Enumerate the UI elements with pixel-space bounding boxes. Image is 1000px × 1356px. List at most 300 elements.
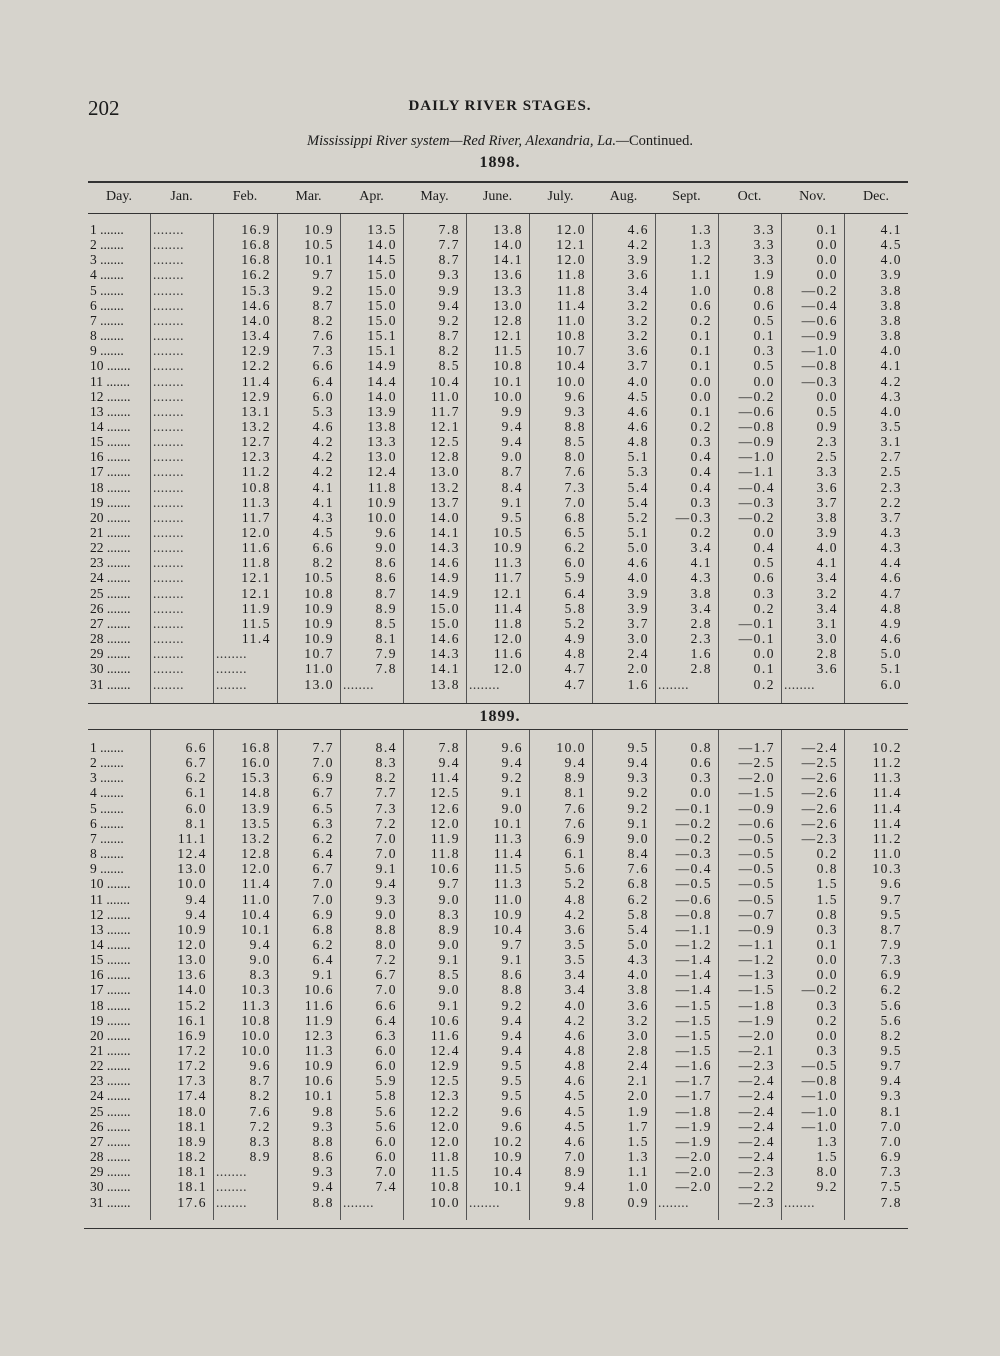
stage-cell-july: 10.7 (556, 343, 586, 359)
stage-cell-apr: 15.0 (367, 312, 397, 328)
stage-cell-sept: 0.1 (690, 403, 712, 419)
stage-cell-dec: 9.5 (880, 1043, 902, 1058)
day-cell: 29 ....... (90, 646, 131, 662)
col-header-jan: Jan. (170, 189, 193, 204)
stage-cell-aug: 4.6 (627, 403, 649, 419)
col-header-sept: Sept. (672, 189, 701, 204)
stage-cell-aug: 2.4 (627, 1058, 649, 1074)
stage-cell-june: 11.7 (493, 570, 523, 586)
stage-cell-jan: 6.1 (185, 785, 207, 801)
stage-cell-sept: —1.9 (675, 1118, 712, 1134)
stage-cell-mar: 9.1 (312, 967, 334, 983)
stage-cell-dec: 3.8 (880, 328, 902, 344)
stage-cell-feb: 12.2 (241, 358, 271, 374)
day-cell: 26 ....... (90, 600, 131, 616)
stage-cell-july: 8.0 (564, 449, 586, 465)
stage-cell-sept: —0.3 (675, 846, 712, 862)
day-cell: 18 ....... (90, 997, 131, 1013)
stage-cell-dec: 3.8 (880, 282, 902, 298)
stage-cell-feb: 13.1 (241, 403, 271, 419)
day-cell: 28 ....... (90, 631, 131, 647)
stage-cell-apr: 13.8 (367, 418, 397, 434)
stage-cell-july: 5.8 (564, 600, 586, 616)
stage-cell-sept: —1.4 (675, 967, 712, 983)
stage-cell-july: 9.4 (564, 755, 586, 771)
stage-cell-nov: 4.0 (816, 540, 838, 556)
stage-cell-aug: 3.9 (627, 252, 649, 268)
empty-cell-jan: ........ (153, 509, 184, 525)
stage-cell-sept: —0.1 (675, 800, 712, 816)
empty-cell-jan: ........ (153, 267, 184, 283)
stage-cell-sept: 3.8 (690, 585, 712, 601)
stage-cell-feb: 8.9 (249, 1149, 271, 1165)
stage-cell-june: 9.4 (501, 434, 523, 450)
stage-cell-dec: 4.0 (880, 403, 902, 419)
col-header-apr: Apr. (359, 189, 384, 204)
stage-cell-mar: 4.3 (312, 509, 334, 525)
stage-cell-june: 10.9 (493, 540, 523, 556)
stage-cell-feb: 16.8 (241, 252, 271, 268)
empty-cell-apr: ........ (343, 676, 374, 692)
stage-cell-oct: —0.9 (738, 921, 775, 937)
stage-cell-dec: 11.0 (872, 846, 902, 862)
stage-cell-mar: 8.7 (312, 297, 334, 313)
stage-cell-dec: 4.9 (880, 615, 902, 631)
stage-cell-may: 12.5 (430, 434, 460, 450)
empty-cell-nov: ........ (784, 676, 815, 692)
stage-cell-feb: 10.4 (241, 906, 271, 922)
stage-cell-mar: 4.2 (312, 434, 334, 450)
stage-cell-mar: 10.1 (304, 252, 334, 268)
stage-cell-nov: 1.5 (816, 876, 838, 892)
stage-cell-nov: 0.3 (816, 1043, 838, 1058)
column-divider (529, 730, 530, 1220)
day-cell: 31 ....... (90, 676, 131, 692)
stage-cell-sept: 0.4 (690, 464, 712, 480)
stage-cell-july: 4.8 (564, 891, 586, 907)
day-cell: 31 ....... (90, 1194, 131, 1210)
stage-cell-july: 7.6 (564, 464, 586, 480)
stage-cell-nov: —0.3 (801, 373, 838, 389)
stage-cell-mar: 10.9 (304, 615, 334, 631)
stage-cell-mar: 6.9 (312, 770, 334, 786)
stage-cell-june: 10.1 (493, 815, 523, 831)
stage-cell-mar: 4.1 (312, 479, 334, 495)
stage-cell-oct: —2.0 (738, 1027, 775, 1043)
stage-cell-apr: 6.0 (375, 1149, 397, 1165)
empty-cell-jan: ........ (153, 540, 184, 556)
stage-cell-nov: —1.0 (801, 1088, 838, 1104)
stage-cell-june: 12.8 (493, 312, 523, 328)
stage-cell-july: 6.8 (564, 509, 586, 525)
day-cell: 5 ....... (90, 800, 124, 816)
stage-cell-dec: 7.0 (880, 1133, 902, 1149)
stage-cell-nov: 0.9 (816, 418, 838, 434)
stage-cell-aug: 4.0 (627, 570, 649, 586)
stage-cell-oct: 0.5 (753, 358, 775, 374)
stage-cell-aug: 3.0 (627, 631, 649, 647)
stage-cell-may: 11.0 (430, 388, 460, 404)
stage-cell-june: 11.8 (493, 615, 523, 631)
stage-cell-oct: —0.3 (738, 494, 775, 510)
stage-cell-june: 9.5 (501, 1058, 523, 1074)
stage-cell-sept: —1.8 (675, 1103, 712, 1119)
stage-cell-aug: 1.3 (627, 1149, 649, 1165)
stage-cell-dec: 4.2 (880, 373, 902, 389)
stage-cell-mar: 6.8 (312, 921, 334, 937)
stage-cell-feb: 11.0 (241, 891, 271, 907)
stage-cell-mar: 11.9 (304, 1012, 334, 1028)
stage-cell-feb: 11.3 (241, 997, 271, 1013)
stage-cell-nov: 0.2 (816, 1012, 838, 1028)
stage-cell-dec: 11.2 (872, 755, 902, 771)
stage-cell-apr: 8.8 (375, 921, 397, 937)
stage-cell-oct: 3.3 (753, 222, 775, 237)
subtitle-continued: Continued. (628, 133, 693, 149)
subtitle-italic: Mississippi River system—Red River, Alexandria, La.— (307, 133, 629, 149)
empty-cell-jan: ........ (153, 525, 184, 540)
stage-cell-nov: 2.8 (816, 646, 838, 662)
stage-cell-jan: 14.0 (177, 982, 207, 998)
stage-cell-dec: 2.7 (880, 449, 902, 465)
stage-cell-aug: 4.3 (627, 952, 649, 968)
day-cell: 18 ....... (90, 479, 131, 495)
stage-cell-july: 3.4 (564, 967, 586, 983)
empty-cell-june: ........ (469, 676, 500, 692)
stage-cell-aug: 3.2 (627, 297, 649, 313)
day-cell: 7 ....... (90, 830, 124, 846)
stage-cell-nov: 3.7 (816, 494, 838, 510)
stage-cell-nov: —2.4 (801, 740, 838, 755)
day-cell: 24 ....... (90, 1088, 131, 1104)
year-separator-rule (88, 703, 908, 704)
stage-cell-jan: 18.1 (177, 1179, 207, 1195)
day-cell: 27 ....... (90, 1133, 131, 1149)
stage-cell-oct: 0.1 (753, 328, 775, 344)
empty-cell-nov: ........ (784, 1194, 815, 1210)
stage-cell-dec: 8.2 (880, 1027, 902, 1043)
stage-cell-dec: 2.5 (880, 464, 902, 480)
stage-cell-dec: 4.4 (880, 555, 902, 571)
stage-cell-oct: 0.1 (753, 661, 775, 677)
stage-cell-july: 8.5 (564, 434, 586, 450)
stage-cell-nov: 0.0 (816, 388, 838, 404)
stage-cell-mar: 5.3 (312, 403, 334, 419)
stage-cell-july: 4.8 (564, 1058, 586, 1074)
stage-cell-mar: 11.0 (304, 661, 334, 677)
stage-cell-oct: —0.5 (738, 830, 775, 846)
stage-cell-oct: —2.5 (738, 755, 775, 771)
stage-cell-june: 12.1 (493, 328, 523, 344)
stage-cell-june: 8.8 (501, 982, 523, 998)
day-cell: 16 ....... (90, 449, 131, 465)
stage-cell-oct: —0.2 (738, 509, 775, 525)
column-divider (592, 214, 593, 703)
stage-cell-sept: 0.3 (690, 494, 712, 510)
stage-cell-jan: 16.9 (177, 1027, 207, 1043)
stage-cell-feb: 15.3 (241, 282, 271, 298)
stage-cell-mar: 6.9 (312, 906, 334, 922)
stage-cell-june: 9.4 (501, 1012, 523, 1028)
column-divider (844, 730, 845, 1220)
stage-cell-apr: 9.6 (375, 525, 397, 540)
stage-cell-dec: 6.2 (880, 982, 902, 998)
stage-cell-oct: —2.4 (738, 1133, 775, 1149)
stage-cell-nov: —1.0 (801, 1118, 838, 1134)
empty-cell-jan: ........ (153, 373, 184, 389)
stage-cell-dec: 5.1 (880, 661, 902, 677)
empty-cell-feb: ........ (216, 1194, 247, 1210)
stage-cell-sept: —2.0 (675, 1164, 712, 1180)
day-cell: 15 ....... (90, 434, 131, 450)
stage-cell-sept: —1.2 (675, 936, 712, 952)
stage-cell-oct: —0.1 (738, 615, 775, 631)
day-cell: 1 ....... (90, 222, 124, 237)
stage-cell-aug: 3.2 (627, 328, 649, 344)
stage-cell-may: 12.0 (430, 1118, 460, 1134)
stage-cell-mar: 10.6 (304, 982, 334, 998)
stage-cell-apr: 8.7 (375, 585, 397, 601)
stage-cell-nov: 9.2 (816, 1179, 838, 1195)
col-header-nov: Nov. (799, 189, 826, 204)
stage-cell-june: 10.5 (493, 525, 523, 540)
stage-cell-feb: 12.1 (241, 585, 271, 601)
stage-cell-oct: —1.0 (738, 449, 775, 465)
stage-cell-jan: 17.2 (177, 1043, 207, 1058)
empty-cell-jan: ........ (153, 237, 184, 253)
stage-cell-apr: 5.6 (375, 1118, 397, 1134)
empty-cell-jan: ........ (153, 418, 184, 434)
stage-cell-sept: 0.8 (690, 740, 712, 755)
day-cell: 26 ....... (90, 1118, 131, 1134)
stage-cell-jan: 10.9 (177, 921, 207, 937)
stage-cell-oct: 0.4 (753, 540, 775, 556)
stage-cell-feb: 14.6 (241, 297, 271, 313)
empty-cell-jan: ........ (153, 449, 184, 465)
stage-cell-nov: 3.6 (816, 661, 838, 677)
stage-cell-oct: —2.4 (738, 1118, 775, 1134)
stage-cell-may: 9.1 (438, 952, 460, 968)
stage-cell-june: 14.1 (493, 252, 523, 268)
stage-cell-sept: 0.0 (690, 388, 712, 404)
day-cell: 4 ....... (90, 785, 124, 801)
stage-cell-aug: 5.0 (627, 936, 649, 952)
stage-cell-apr: 9.1 (375, 861, 397, 877)
day-cell: 16 ....... (90, 967, 131, 983)
stage-cell-may: 11.7 (430, 403, 460, 419)
stage-cell-sept: —1.5 (675, 997, 712, 1013)
stage-cell-nov: 2.5 (816, 449, 838, 465)
stage-cell-aug: 1.9 (627, 1103, 649, 1119)
stage-cell-aug: 4.6 (627, 555, 649, 571)
stage-cell-june: 12.0 (493, 631, 523, 647)
stage-cell-aug: 2.0 (627, 661, 649, 677)
stage-cell-aug: 1.6 (627, 676, 649, 692)
header-rule (88, 213, 908, 214)
stage-cell-jan: 12.4 (177, 846, 207, 862)
stage-cell-nov: 3.0 (816, 631, 838, 647)
stage-cell-may: 11.8 (430, 1149, 460, 1165)
empty-cell-jan: ........ (153, 312, 184, 328)
stage-cell-nov: —2.6 (801, 770, 838, 786)
stage-cell-jan: 18.0 (177, 1103, 207, 1119)
stage-cell-aug: 4.8 (627, 434, 649, 450)
day-cell: 20 ....... (90, 1027, 131, 1043)
stage-cell-june: 9.7 (501, 936, 523, 952)
stage-cell-aug: 3.6 (627, 997, 649, 1013)
stage-cell-may: 8.5 (438, 967, 460, 983)
stage-cell-aug: 5.2 (627, 509, 649, 525)
stage-cell-june: 11.0 (493, 891, 523, 907)
stage-cell-mar: 10.9 (304, 222, 334, 237)
stage-cell-july: 4.5 (564, 1103, 586, 1119)
stage-cell-sept: 0.1 (690, 343, 712, 359)
stage-cell-mar: 4.2 (312, 449, 334, 465)
bottom-rule (84, 1228, 908, 1229)
stage-cell-aug: 9.1 (627, 815, 649, 831)
day-cell: 14 ....... (90, 936, 131, 952)
stage-cell-feb: 8.7 (249, 1073, 271, 1089)
day-cell: 28 ....... (90, 1149, 131, 1165)
stage-cell-july: 4.0 (564, 997, 586, 1013)
stage-cell-aug: 3.9 (627, 585, 649, 601)
day-cell: 14 ....... (90, 418, 131, 434)
day-cell: 6 ....... (90, 297, 124, 313)
day-cell: 1 ....... (90, 740, 124, 755)
stage-cell-dec: 11.4 (872, 800, 902, 816)
empty-cell-jan: ........ (153, 555, 184, 571)
stage-cell-nov: —1.0 (801, 343, 838, 359)
stage-cell-dec: 4.7 (880, 585, 902, 601)
col-header-july: July. (547, 189, 574, 204)
stage-cell-oct: —2.1 (738, 1043, 775, 1058)
stage-cell-may: 11.9 (430, 830, 460, 846)
stage-cell-sept: —1.7 (675, 1088, 712, 1104)
stage-cell-dec: 4.0 (880, 343, 902, 359)
stage-cell-oct: 0.0 (753, 646, 775, 662)
stage-cell-mar: 6.7 (312, 785, 334, 801)
stage-cell-may: 12.0 (430, 1133, 460, 1149)
col-header-feb: Feb. (232, 189, 258, 204)
day-cell: 10 ....... (90, 358, 131, 374)
stage-cell-apr: 13.3 (367, 434, 397, 450)
empty-cell-apr: ........ (343, 1194, 374, 1210)
stage-cell-july: 4.2 (564, 1012, 586, 1028)
stage-cell-dec: 9.7 (880, 1058, 902, 1074)
stage-cell-apr: 7.0 (375, 1164, 397, 1180)
stage-cell-oct: —1.8 (738, 997, 775, 1013)
column-divider (718, 730, 719, 1220)
stage-cell-july: 9.4 (564, 1179, 586, 1195)
stage-cell-dec: 2.2 (880, 494, 902, 510)
stage-cell-july: 5.6 (564, 861, 586, 877)
day-cell: 30 ....... (90, 1179, 131, 1195)
stage-cell-aug: 9.5 (627, 740, 649, 755)
stage-cell-may: 9.9 (438, 282, 460, 298)
stage-cell-dec: 11.2 (872, 830, 902, 846)
stage-cell-july: 5.2 (564, 876, 586, 892)
stage-cell-mar: 10.5 (304, 570, 334, 586)
stage-cell-aug: 3.2 (627, 312, 649, 328)
empty-cell-jan: ........ (153, 403, 184, 419)
stage-cell-dec: 4.8 (880, 600, 902, 616)
stage-cell-mar: 6.0 (312, 388, 334, 404)
stage-cell-oct: 3.3 (753, 252, 775, 268)
stage-cell-feb: 11.9 (241, 600, 271, 616)
stage-cell-mar: 7.0 (312, 876, 334, 892)
stage-cell-mar: 7.0 (312, 755, 334, 771)
stage-cell-may: 14.3 (430, 646, 460, 662)
stage-cell-june: 10.4 (493, 1164, 523, 1180)
stage-cell-feb: 11.2 (241, 464, 271, 480)
stage-cell-apr: 7.9 (375, 646, 397, 662)
stage-cell-dec: 11.4 (872, 815, 902, 831)
stage-cell-oct: —1.1 (738, 464, 775, 480)
stage-cell-feb: 12.8 (241, 846, 271, 862)
stage-cell-may: 14.1 (430, 661, 460, 677)
stage-cell-july: 12.0 (556, 222, 586, 237)
stage-cell-aug: 6.8 (627, 876, 649, 892)
stage-cell-oct: —0.5 (738, 876, 775, 892)
year-1899-rule (88, 729, 908, 730)
day-cell: 29 ....... (90, 1164, 131, 1180)
stage-cell-june: 9.0 (501, 449, 523, 465)
stage-cell-nov: 0.8 (816, 861, 838, 877)
empty-cell-jan: ........ (153, 328, 184, 344)
day-cell: 24 ....... (90, 570, 131, 586)
stage-cell-may: 7.7 (438, 237, 460, 253)
empty-cell-jan: ........ (153, 252, 184, 268)
day-cell: 21 ....... (90, 525, 131, 540)
column-divider (844, 214, 845, 703)
stage-cell-jan: 13.6 (177, 967, 207, 983)
stage-cell-june: 9.6 (501, 740, 523, 755)
day-cell: 2 ....... (90, 237, 124, 253)
stage-cell-dec: 7.5 (880, 1179, 902, 1195)
stage-cell-mar: 11.3 (304, 1043, 334, 1058)
empty-cell-feb: ........ (216, 676, 247, 692)
empty-cell-jan: ........ (153, 615, 184, 631)
stage-cell-aug: 4.0 (627, 373, 649, 389)
stage-cell-mar: 10.1 (304, 1088, 334, 1104)
stage-cell-apr: 6.6 (375, 997, 397, 1013)
stage-cell-june: 9.5 (501, 1073, 523, 1089)
stage-cell-nov: 1.5 (816, 1149, 838, 1165)
stage-cell-feb: 15.3 (241, 770, 271, 786)
column-divider (403, 730, 404, 1220)
stage-cell-apr: 8.3 (375, 755, 397, 771)
stage-cell-apr: 12.4 (367, 464, 397, 480)
empty-cell-jan: ........ (153, 358, 184, 374)
stage-cell-oct: 3.3 (753, 237, 775, 253)
stage-cell-apr: 7.2 (375, 952, 397, 968)
stage-cell-nov: 4.1 (816, 555, 838, 571)
stage-cell-feb: 11.6 (241, 540, 271, 556)
stage-cell-july: 6.4 (564, 585, 586, 601)
stage-cell-june: 10.0 (493, 388, 523, 404)
stage-cell-sept: 2.3 (690, 631, 712, 647)
stage-cell-may: 12.2 (430, 1103, 460, 1119)
day-cell: 11 ....... (90, 891, 130, 907)
stage-cell-apr: 8.6 (375, 555, 397, 571)
stage-cell-mar: 10.9 (304, 600, 334, 616)
stage-cell-nov: —0.2 (801, 982, 838, 998)
stage-cell-mar: 13.0 (304, 676, 334, 692)
stage-cell-july: 6.9 (564, 830, 586, 846)
day-cell: 17 ....... (90, 982, 131, 998)
stage-cell-feb: 9.6 (249, 1058, 271, 1074)
stage-cell-june: 9.1 (501, 494, 523, 510)
